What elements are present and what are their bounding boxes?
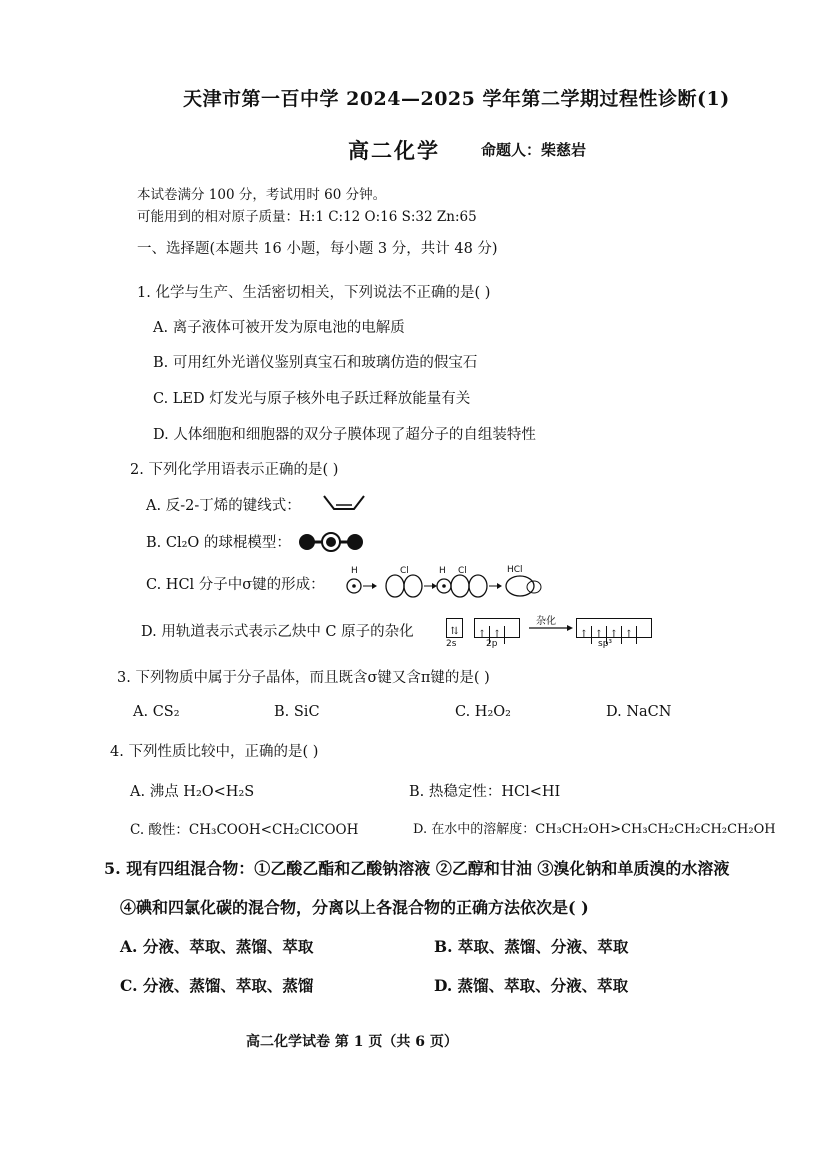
- question-2-option-c: C. HCl 分子中σ键的形成：: [146, 577, 325, 593]
- orbital-diagram-before: [446, 617, 520, 638]
- hybridization-arrow-icon: [529, 624, 573, 632]
- exam-title: 天津市第一百中学 2024—2025 学年第二学期过程性诊断(1): [183, 88, 730, 110]
- hcl-sigma-bond-diagram: [340, 563, 560, 603]
- page-footer: 高二化学试卷 第 1 页（共 6 页）: [246, 1034, 458, 1050]
- question-2-option-b: B. Cl₂O 的球棍模型：: [146, 535, 291, 551]
- c-label-h2: H: [439, 566, 446, 576]
- hybridization-arrow-label: 杂化: [536, 616, 556, 627]
- orbital-sp3-label: sp³: [598, 639, 613, 649]
- subject-title: 高二化学: [348, 138, 440, 163]
- question-2-stem: 2. 下列化学用语表示正确的是( ): [130, 462, 339, 478]
- section-heading: 一、选择题(本题共 16 小题，每小题 3 分，共计 48 分): [137, 241, 498, 257]
- question-1-option-a: A. 离子液体可被开发为原电池的电解质: [153, 320, 405, 336]
- exam-info: 本试卷满分 100 分，考试用时 60 分钟。: [137, 187, 387, 203]
- orbital-sp3-box: ↑ ↑ ↑ ↑: [576, 618, 652, 638]
- question-5-option-b: B. 萃取、蒸馏、分液、萃取: [434, 937, 629, 956]
- question-1-option-d: D. 人体细胞和细胞器的双分子膜体现了超分子的自组装特性: [153, 427, 536, 443]
- question-4-option-d: D. 在水中的溶解度：CH₃CH₂OH>CH₃CH₂CH₂CH₂CH₂OH: [413, 822, 776, 837]
- c-label-hcl: HCl: [507, 565, 523, 575]
- question-4-stem: 4. 下列性质比较中，正确的是( ): [110, 744, 319, 760]
- question-3-option-a: A. CS₂: [133, 704, 180, 720]
- orbital-2p-box: ↑ ↑: [474, 618, 520, 638]
- question-4-option-c: C. 酸性：CH₃COOH<CH₂ClCOOH: [130, 822, 359, 838]
- orbital-diagram-after: [576, 617, 652, 638]
- c-label-h1: H: [351, 566, 358, 576]
- question-3-option-d: D. NaCN: [606, 704, 672, 720]
- orbital-2s-label: 2s: [446, 639, 457, 649]
- question-5-option-a: A. 分液、萃取、蒸馏、萃取: [120, 937, 314, 956]
- question-4-option-a: A. 沸点 H₂O<H₂S: [130, 784, 255, 800]
- question-5-stem-line-2: ④碘和四氯化碳的混合物，分离以上各混合物的正确方法依次是( ): [120, 898, 589, 917]
- question-2-option-d: D. 用轨道表示式表示乙炔中 C 原子的杂化: [141, 624, 414, 640]
- question-4-option-b: B. 热稳定性：HCl<HI: [409, 784, 561, 800]
- orbital-2p-label: 2p: [486, 639, 498, 649]
- trans-2-butene-skeletal-icon: [322, 492, 376, 514]
- question-1-option-b: B. 可用红外光谱仪鉴别真宝石和玻璃仿造的假宝石: [153, 355, 478, 371]
- question-5-option-c: C. 分液、蒸馏、萃取、蒸馏: [120, 976, 314, 995]
- question-3-stem: 3. 下列物质中属于分子晶体，而且既含σ键又含π键的是( ): [117, 670, 490, 686]
- question-3-option-b: B. SiC: [274, 704, 320, 720]
- c-label-cl1: Cl: [400, 566, 409, 576]
- question-1-stem: 1. 化学与生产、生活密切相关，下列说法不正确的是( ): [137, 285, 491, 301]
- c-label-cl2: Cl: [458, 566, 467, 576]
- question-3-option-c: C. H₂O₂: [455, 704, 511, 720]
- question-5-option-d: D. 蒸馏、萃取、分液、萃取: [434, 976, 629, 995]
- cl2o-ball-stick-icon: [296, 531, 368, 553]
- question-5-stem-line-1: 5. 现有四组混合物：①乙酸乙酯和乙酸钠溶液 ②乙醇和甘油 ③溴化钠和单质溴的水溶液: [104, 859, 730, 878]
- atomic-masses: 可能用到的相对原子质量：H:1 C:12 O:16 S:32 Zn:65: [137, 209, 477, 225]
- question-1-option-c: C. LED 灯发光与原子核外电子跃迁释放能量有关: [153, 391, 471, 407]
- orbital-2s-box: ⇅: [446, 618, 463, 638]
- author-line: 命题人：柴慈岩: [481, 141, 587, 159]
- question-2-option-a: A. 反-2-丁烯的键线式：: [146, 498, 301, 514]
